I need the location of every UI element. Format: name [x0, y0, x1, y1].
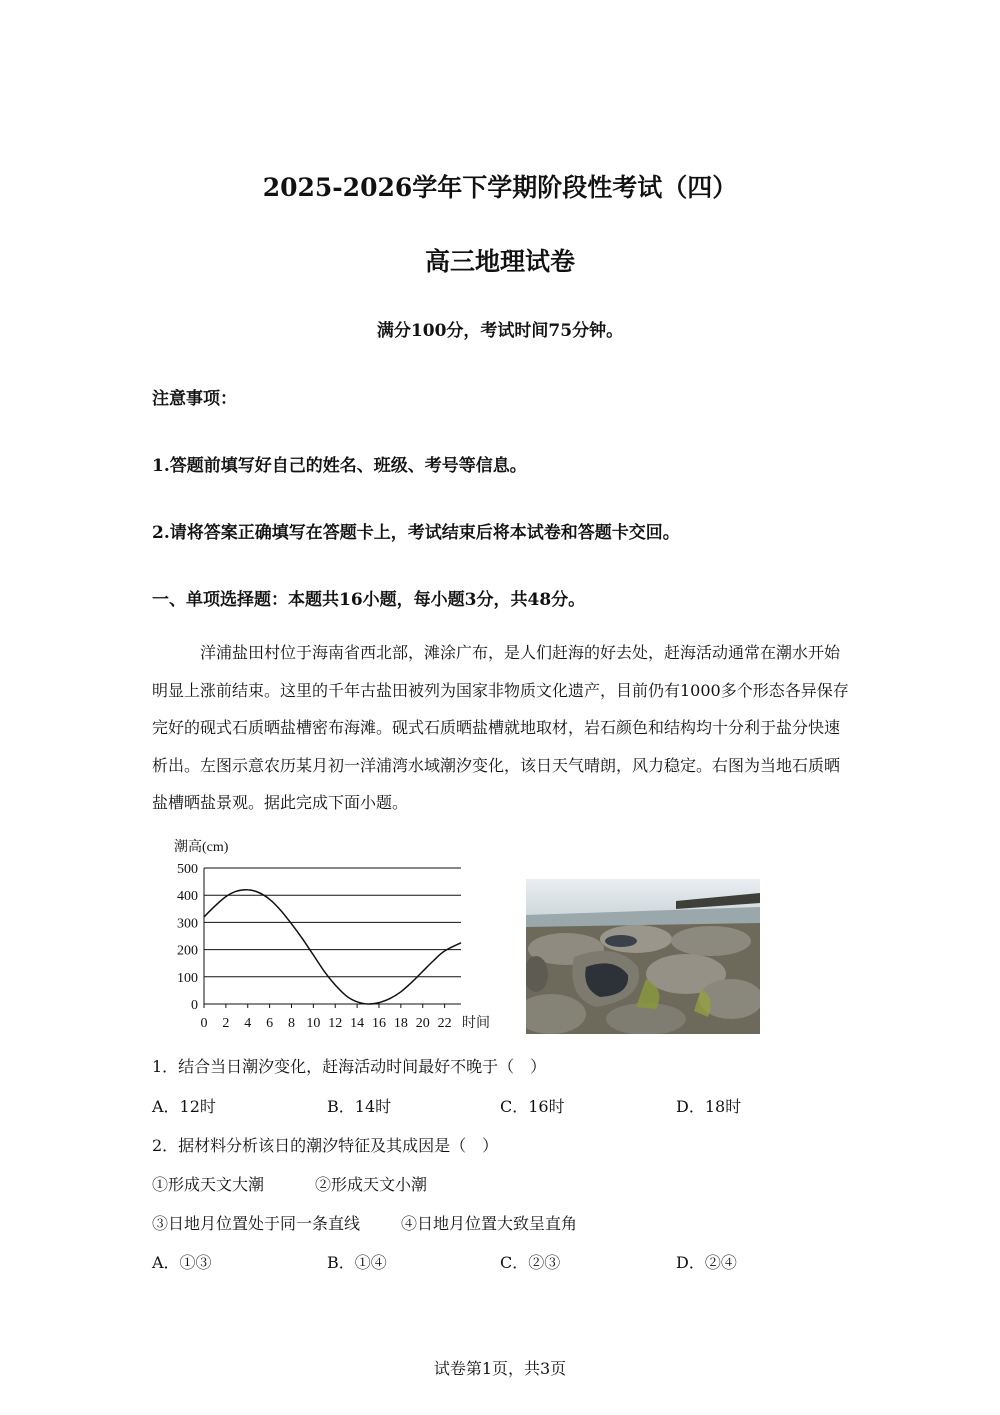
- exam-title: 2025-2026学年下学期阶段性考试（四）: [262, 173, 738, 202]
- exam-subtitle: 高三地理试卷: [424, 247, 575, 276]
- y-tick-label: 500: [177, 862, 198, 877]
- salt-pan-photo: [526, 879, 760, 1034]
- page-footer: 试卷第1页，共3页: [433, 1359, 567, 1378]
- y-tick-label: 200: [177, 943, 198, 959]
- q1-option-c: C．16时: [500, 1097, 565, 1116]
- q2-option-a: A．①③: [152, 1253, 212, 1272]
- tide-series-line: [204, 890, 461, 1004]
- chart-xlabel: 时间: [462, 1016, 490, 1031]
- passage: [152, 634, 852, 822]
- notice-item-2: 2.请将答案正确填写在答题卡上，考试结束后将本试卷和答题卡交回。: [152, 523, 680, 543]
- y-tick-label: 100: [177, 970, 198, 986]
- passage-text: 洋浦盐田村位于海南省西北部，滩涂广布，是人们赶海的好去处，赶海活动通常在潮水开始明显上涨前结束。这里的千年古盐田被列为国家非物质文化遗产，目前仍有1000多个形态各异保存完好的砚式石质晒盐槽密布海滩。砚式石质晒盐槽就地取材，岩石颜色和结构均十分利于盐分快速析出。左图示意农历某月初一洋浦湾水域潮汐变化，该日天气晴朗，风力稳定。右图为当地石质晒盐槽晒盐景观。据此完成下面小题。: [152, 643, 849, 812]
- x-tick-label: 8: [287, 1016, 295, 1031]
- x-tick-label: 2: [222, 1016, 230, 1031]
- x-tick-label: 10: [306, 1016, 321, 1031]
- q2-option-c: C．②③: [500, 1253, 561, 1272]
- x-tick-label: 4: [244, 1016, 252, 1031]
- q1-option-a: A．12时: [152, 1097, 216, 1116]
- q2-statement-1: ①形成天文大潮: [152, 1175, 265, 1194]
- q2-statement-3: ③日地月位置处于同一条直线: [152, 1214, 361, 1233]
- q1-option-d: D．18时: [676, 1097, 742, 1116]
- x-tick-label: 22: [437, 1016, 452, 1031]
- score-info: 满分100分，考试时间75分钟。: [376, 321, 624, 341]
- x-tick-label: 0: [200, 1016, 208, 1031]
- x-tick-label: 16: [371, 1016, 386, 1031]
- tide-chart: [160, 832, 505, 1034]
- x-tick-label: 20: [415, 1016, 430, 1031]
- y-tick-label: 0: [191, 998, 198, 1013]
- section-heading: 一、单项选择题：本题共16小题，每小题3分，共48分。: [152, 590, 586, 610]
- x-tick-label: 12: [328, 1016, 343, 1031]
- notice-item-1: 1.答题前填写好自己的姓名、班级、考号等信息。: [152, 456, 527, 476]
- x-tick-label: 14: [350, 1016, 365, 1031]
- question-2-stem: 2．据材料分析该日的潮汐特征及其成因是（ ）: [152, 1136, 499, 1155]
- x-tick-label: 6: [266, 1016, 274, 1031]
- q2-option-b: B．①④: [327, 1253, 387, 1272]
- q1-option-b: B．14时: [327, 1097, 392, 1116]
- chart-ylabel: 潮高(cm): [174, 840, 229, 855]
- notice-heading: 注意事项：: [152, 389, 237, 409]
- q2-option-d: D．②④: [676, 1253, 737, 1272]
- y-tick-label: 400: [177, 889, 198, 905]
- question-1-stem: 1．结合当日潮汐变化，赶海活动时间最好不晚于（ ）: [152, 1057, 547, 1076]
- y-tick-label: 300: [177, 916, 198, 932]
- q2-statement-4: ④日地月位置大致呈直角: [401, 1214, 578, 1233]
- q2-statement-2: ②形成天文小潮: [315, 1175, 428, 1194]
- x-tick-label: 18: [393, 1016, 408, 1031]
